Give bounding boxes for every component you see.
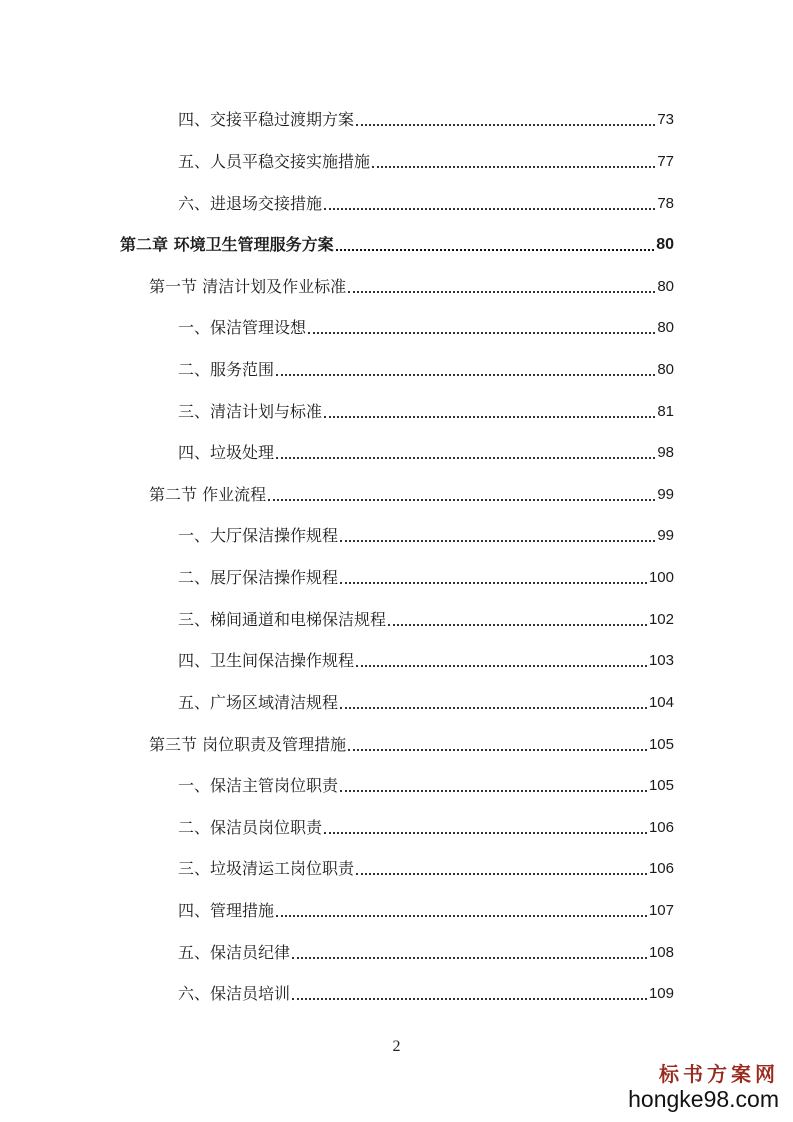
toc-entry-label: 五、保洁员纪律 (178, 943, 291, 962)
toc-entry-label: 四、卫生间保洁操作规程 (178, 651, 355, 670)
dot-leader (340, 540, 655, 542)
watermark-url: hongke98.com (628, 1086, 779, 1112)
toc-section-entry[interactable] (149, 479, 674, 505)
dot-leader (276, 374, 655, 376)
toc-entry-label: 五、人员平稳交接实施措施 (178, 152, 371, 171)
toc-entry-label: 一、保洁主管岗位职责 (178, 776, 339, 795)
dot-leader (356, 124, 655, 126)
toc-entry-page: 78 (657, 195, 674, 212)
toc-entry[interactable] (178, 937, 674, 963)
toc-entry-page: 109 (648, 985, 674, 1002)
toc-entry[interactable] (178, 604, 674, 630)
dot-leader (324, 832, 647, 834)
dot-leader (308, 332, 655, 334)
toc-entry-label: 二、保洁员岗位职责 (178, 818, 323, 837)
dot-leader (324, 208, 655, 210)
toc-entry-page: 80 (657, 278, 674, 295)
dot-leader (276, 457, 655, 459)
toc-entry-label: 三、清洁计划与标准 (178, 402, 323, 421)
toc-entry-page: 99 (657, 486, 674, 503)
toc-entry[interactable] (178, 146, 674, 172)
toc-entry[interactable] (178, 354, 674, 380)
dot-leader (388, 624, 647, 626)
toc-entry-label: 四、管理措施 (178, 901, 275, 920)
toc-entry-label: 第三节 岗位职责及管理措施 (149, 735, 347, 754)
toc-entry[interactable] (178, 396, 674, 422)
toc-entry-page: 102 (648, 611, 674, 628)
toc-entry-label: 三、梯间通道和电梯保洁规程 (178, 610, 387, 629)
toc-entry-page: 99 (657, 527, 674, 544)
toc-entry-page: 73 (657, 111, 674, 128)
toc-entry-page: 80 (657, 361, 674, 378)
toc-entry-label: 六、保洁员培训 (178, 984, 291, 1003)
toc-entry-label: 四、交接平稳过渡期方案 (178, 110, 355, 129)
toc-entry-page: 108 (648, 944, 674, 961)
toc-entry[interactable] (178, 645, 674, 671)
dot-leader (372, 166, 655, 168)
toc-entry-label: 二、服务范围 (178, 360, 275, 379)
toc-entry-label: 第二节 作业流程 (149, 485, 267, 504)
watermark (628, 1062, 779, 1112)
toc-entry-page: 106 (648, 860, 674, 877)
toc-entry-label: 第二章 环境卫生管理服务方案 (120, 235, 334, 254)
toc-entry-page: 103 (648, 652, 674, 669)
toc-entry[interactable] (178, 853, 674, 879)
dot-leader (348, 291, 655, 293)
dot-leader (324, 416, 655, 418)
toc-entry[interactable] (178, 520, 674, 546)
toc-entry[interactable] (178, 895, 674, 921)
dot-leader (340, 707, 647, 709)
page-number: 2 (392, 1038, 401, 1055)
watermark-name: 标书方案网 (659, 1062, 779, 1086)
dot-leader (356, 873, 647, 875)
toc-entry-page: 81 (657, 403, 674, 420)
toc-entry-page: 100 (648, 569, 674, 586)
toc-entry-label: 一、保洁管理设想 (178, 318, 307, 337)
toc-entry-label: 二、展厅保洁操作规程 (178, 568, 339, 587)
dot-leader (292, 957, 647, 959)
dot-leader (348, 749, 647, 751)
toc-entry-page: 104 (648, 694, 674, 711)
toc-entry-page: 77 (657, 153, 674, 170)
toc-entry[interactable] (178, 812, 674, 838)
toc-entry-label: 第一节 清洁计划及作业标准 (149, 277, 347, 296)
toc-entry-label: 五、广场区域清洁规程 (178, 693, 339, 712)
toc-section-entry[interactable] (149, 729, 674, 755)
dot-leader (356, 665, 647, 667)
toc-entry-page: 80 (657, 319, 674, 336)
toc-entry-label: 一、大厅保洁操作规程 (178, 526, 339, 545)
toc-entry[interactable] (178, 687, 674, 713)
toc-entry[interactable] (178, 312, 674, 338)
toc-entry-page: 105 (648, 777, 674, 794)
toc-entry-page: 80 (656, 236, 674, 253)
toc-entry[interactable] (178, 978, 674, 1004)
toc-entry-page: 105 (648, 736, 674, 753)
toc-entry[interactable] (178, 104, 674, 130)
toc-entry[interactable] (178, 437, 674, 463)
toc-entry-page: 98 (657, 444, 674, 461)
dot-leader (268, 499, 655, 501)
toc-entry-label: 三、垃圾清运工岗位职责 (178, 859, 355, 878)
dot-leader (340, 582, 647, 584)
toc-entry-page: 107 (648, 902, 674, 919)
dot-leader (340, 790, 647, 792)
dot-leader (292, 998, 647, 1000)
toc-entry-label: 四、垃圾处理 (178, 443, 275, 462)
toc-entry[interactable] (178, 188, 674, 214)
toc-chapter-entry[interactable] (120, 229, 674, 255)
toc-entry[interactable] (178, 562, 674, 588)
dot-leader (336, 249, 655, 251)
toc-entry[interactable] (178, 770, 674, 796)
toc-section-entry[interactable] (149, 271, 674, 297)
dot-leader (276, 915, 647, 917)
toc-entry-page: 106 (648, 819, 674, 836)
toc-entry-label: 六、进退场交接措施 (178, 194, 323, 213)
